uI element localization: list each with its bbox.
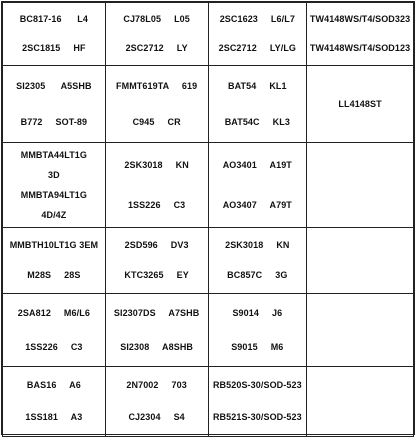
cell-content — [108, 230, 206, 291]
part-marking-line: 2SC1623 L6/L7 — [219, 14, 295, 24]
cell-content — [108, 68, 206, 140]
empty-cell — [307, 228, 414, 294]
part-cell — [208, 228, 307, 294]
part-cell — [3, 3, 106, 66]
cell-content — [5, 296, 103, 364]
grid-body — [3, 3, 414, 437]
grid-row — [3, 143, 414, 228]
part-marking-line: C945 CR — [132, 116, 181, 127]
part-cell — [105, 66, 208, 143]
cell-content — [5, 68, 103, 140]
cell-content — [108, 5, 206, 63]
part-marking-line: 1SS181 A3 — [25, 412, 83, 423]
part-marking-line: 1SS226 C3 — [25, 341, 83, 352]
part-cell — [208, 143, 307, 228]
cell-content — [309, 369, 411, 434]
part-marking-line: SI2305 A5SHB — [16, 80, 92, 91]
part-marking-line: KTC3265 EY — [124, 270, 189, 281]
part-marking-line: TW4148WS/T4/SOD123 — [309, 43, 411, 53]
empty-cell — [307, 294, 414, 367]
empty-cell — [307, 367, 414, 437]
part-marking-line: AO3407 A79T — [222, 199, 292, 210]
part-cell — [307, 66, 414, 143]
part-cell — [105, 228, 208, 294]
cell-content — [5, 5, 103, 63]
part-marking-line: BC857C 3G — [227, 270, 288, 281]
part-marking-line: BAT54C KL3 — [224, 116, 290, 127]
part-cell — [3, 294, 106, 367]
part-cell — [105, 3, 208, 66]
part-marking-line: CJ2304 S4 — [128, 412, 185, 423]
part-marking-line: 2SK3018 KN — [124, 159, 189, 170]
cell-content — [108, 369, 206, 434]
part-cell — [208, 3, 307, 66]
part-marking-line: CJ78L05 L05 — [123, 14, 190, 24]
part-marking-line: 3D — [48, 169, 60, 180]
part-marking-line: BAT54 KL1 — [227, 80, 287, 91]
part-marking-line: M28S 28S — [27, 270, 81, 281]
part-marking-line: S9014 J6 — [232, 307, 283, 318]
part-marking-line: LL4148ST — [338, 98, 382, 109]
grid-row — [3, 367, 414, 437]
part-marking-line: MMBTA44LT1G — [20, 149, 88, 160]
part-marking-line: RB520S-30/SOD-523 — [212, 379, 302, 390]
cell-content — [309, 230, 411, 291]
part-cell — [3, 143, 106, 228]
part-marking-line: B772 SOT-89 — [20, 116, 88, 127]
part-cell — [3, 367, 106, 437]
part-marking-line: 2SK3018 KN — [225, 239, 290, 250]
part-cell — [208, 66, 307, 143]
component-grid — [2, 2, 414, 437]
part-marking-line: 2SC2712 LY/LG — [218, 43, 297, 53]
cell-content — [211, 296, 305, 364]
part-cell — [208, 367, 307, 437]
part-marking-line: 2SC1815 HF — [22, 43, 86, 53]
part-marking-line: MMBTA94LT1G — [20, 189, 88, 200]
component-marking-sheet — [1, 1, 415, 435]
part-marking-line: BAS16 A6 — [26, 379, 81, 390]
part-marking-line: 4D/4Z — [41, 209, 67, 220]
part-marking-line: 1SS226 C3 — [127, 199, 186, 210]
cell-content — [5, 369, 103, 434]
cell-content — [211, 369, 305, 434]
part-cell — [105, 294, 208, 367]
cell-content — [309, 5, 411, 63]
cell-content — [211, 68, 305, 140]
cell-content — [108, 296, 206, 364]
part-marking-line: 2SC2712 LY — [125, 43, 188, 53]
cell-content — [211, 145, 305, 225]
cell-content — [309, 68, 411, 140]
part-marking-line: 2N7002 703 — [126, 379, 187, 390]
part-cell — [105, 143, 208, 228]
part-marking-line: SI2307DS A7SHB — [113, 307, 200, 318]
cell-content — [5, 230, 103, 291]
empty-cell — [307, 143, 414, 228]
cell-content — [211, 230, 305, 291]
part-marking-line: 2SD596 DV3 — [124, 239, 189, 250]
part-marking-line: RB521S-30/SOD-523 — [212, 412, 302, 423]
part-cell — [208, 294, 307, 367]
part-marking-line: AO3401 A19T — [222, 159, 292, 170]
cell-content — [5, 145, 103, 225]
grid-row — [3, 3, 414, 66]
part-marking-line: MMBTH10LT1G 3EM — [9, 239, 99, 250]
part-marking-line: TW4148WS/T4/SOD323 — [309, 14, 411, 24]
part-cell — [3, 66, 106, 143]
grid-row — [3, 228, 414, 294]
part-marking-line: 2SA812 M6/L6 — [17, 307, 90, 318]
cell-content — [309, 296, 411, 364]
grid-row — [3, 66, 414, 143]
part-cell — [3, 228, 106, 294]
part-marking-line: SI2308 A8SHB — [120, 341, 194, 352]
cell-content — [211, 5, 305, 63]
part-marking-line: FMMT619TA 619 — [116, 80, 198, 91]
part-marking-line: BC817-16 L4 — [19, 14, 88, 24]
grid-row — [3, 294, 414, 367]
cell-content — [309, 145, 411, 225]
part-marking-line: S9015 M6 — [231, 341, 284, 352]
part-cell — [105, 367, 208, 437]
cell-content — [108, 145, 206, 225]
part-cell — [307, 3, 414, 66]
